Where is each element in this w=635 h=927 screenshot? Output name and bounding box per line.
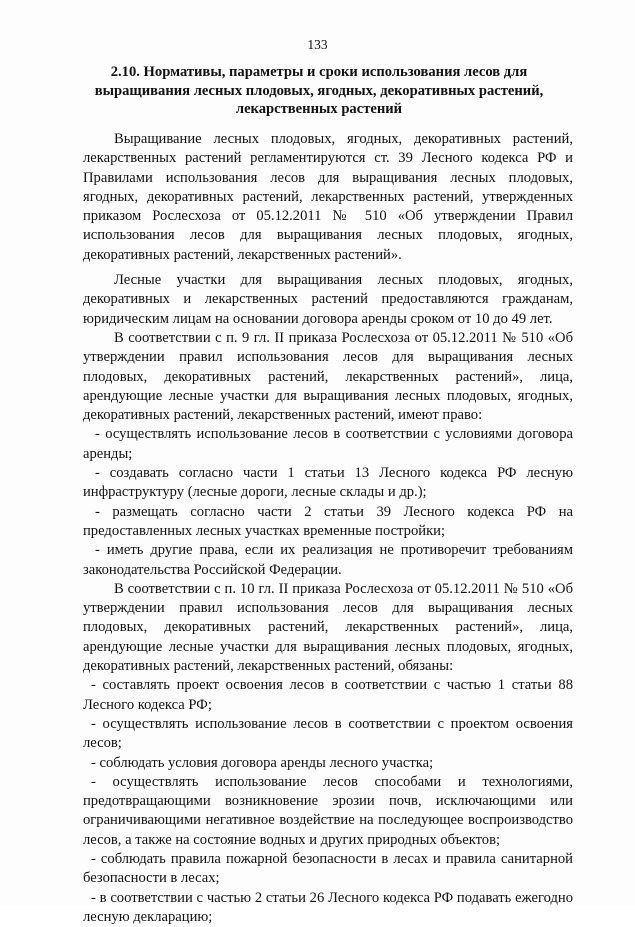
list-item-obligation: - осуществлять использование лесов способами и технологиями, предотвращающими возникновение эрозии почв, исключающими или ограничивающими негативное воздействие на последующее воспроизводство лесов, а также на состояние водных и других природных объектов; [83, 773, 573, 848]
body-text [83, 130, 573, 927]
list-item-right: - осуществлять использование лесов в соответствии с условиями договора аренды; [83, 426, 573, 462]
section-heading: 2.10. Нормативы, параметры и сроки использования лесов для выращивания лесных плодовых, ягодных, декоративных растений, лекарственных растений [94, 64, 544, 117]
list-item-obligation: - осуществлять использование лесов в соответствии с проектом освоения лесов; [83, 715, 573, 752]
list-item-obligation: - соблюдать правила пожарной безопасности в лесах и правила санитарной безопасности в лесах; [83, 850, 573, 887]
list-item-obligation: - в соответствии с частью 2 статьи 26 Лесного кодекса РФ подавать ежегодно лесную декларацию; [83, 889, 573, 925]
list-item-right: - иметь другие права, если их реализация не противоречит требованиям законодательства Российской Федерации. [83, 542, 573, 578]
page-number: 133 [307, 37, 328, 52]
list-item-right: - создавать согласно части 1 статьи 13 Лесного кодекса РФ лесную инфраструктуру (лесные дороги, лесные склады и др.); [83, 465, 573, 501]
paragraph-lease-terms: Лесные участки для выращивания лесных плодовых, ягодных, декоративных и лекарственных растений предоставляются гражданам, юридическим лицам на основании договора аренды сроком от 10 до 49 лет. [83, 272, 573, 327]
list-item-right: - размещать согласно части 2 статьи 39 Лесного кодекса РФ на предоставленных лесных участках временные постройки; [83, 503, 573, 539]
list-item-obligation: - составлять проект освоения лесов в соответствии с частью 1 статьи 88 Лесного кодекса РФ; [83, 677, 573, 713]
paragraph-intro: Выращивание лесных плодовых, ягодных, декоративных растений, лекарственных растений регламентируются ст. 39 Лесного кодекса РФ и Правилами использования лесов для выращивания лесных плодовых, ягодных, декоративных растений, лекарственных растений, утвержденных приказом Рослесхоза от 05.12.2011 № 510 «Об утверждении Правил использования лесов для выращивания лесных плодовых, ягодных, декоративных растений, лекарственных растений». [83, 131, 573, 263]
list-item-obligation: - соблюдать условия договора аренды лесного участка; [91, 754, 434, 771]
paragraph-obligations-intro: В соответствии с п. 10 гл. II приказа Рослесхоза от 05.12.2011 № 510 «Об утверждении правил использования лесов для выращивания лесных плодовых, декоративных растений, лекарственных растений», лица, арендующие лесные участки для выращивания лесных плодовых, ягодных, декоративных растений, лекарственных растений, обязаны: [83, 580, 573, 675]
paragraph-rights-intro: В соответствии с п. 9 гл. II приказа Рослесхоза от 05.12.2011 № 510 «Об утверждении правил использования лесов для выращивания лесных плодовых, декоративных растений, лекарственных растений», лица, арендующие лесные участки для выращивания лесных плодовых, ягодных, декоративных растений, лекарственных растений, имеют право: [83, 329, 573, 424]
